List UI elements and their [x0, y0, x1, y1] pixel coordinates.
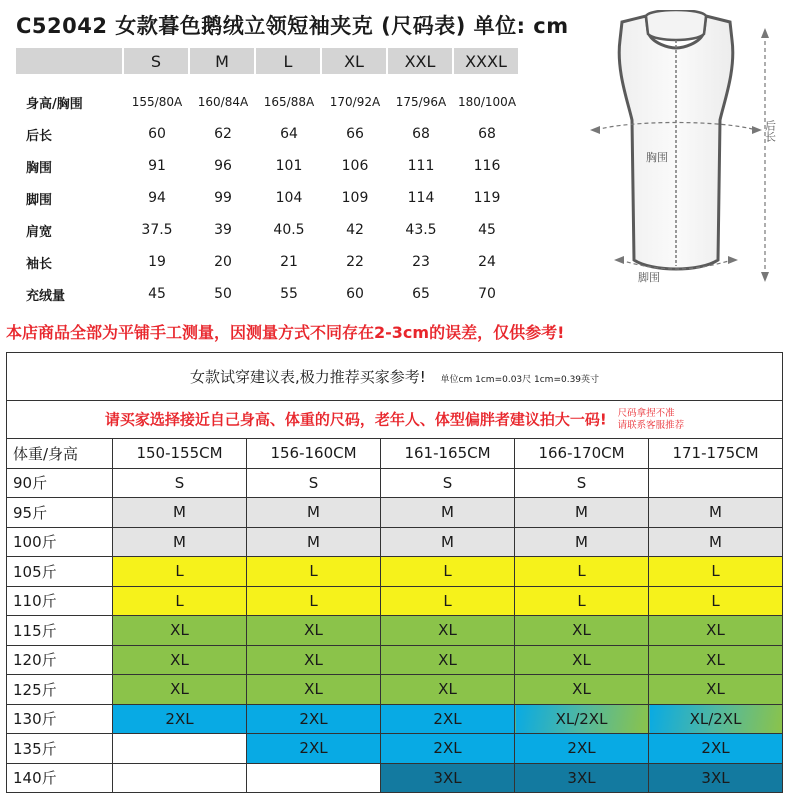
back-length-arrow-bottom: [761, 272, 769, 282]
size-value: 114: [407, 190, 435, 206]
size-header-cell: XXXL: [454, 48, 520, 74]
hem-arrow-left: [614, 256, 624, 264]
recommended-size-cell: 2XL: [649, 734, 783, 764]
size-value: 96: [214, 158, 232, 174]
size-value: 94: [148, 190, 166, 206]
recommended-size-cell: 2XL: [247, 704, 381, 734]
recommended-size-cell: 3XL: [515, 763, 649, 793]
recommended-size-cell: L: [113, 557, 247, 587]
size-chart-row: [16, 86, 520, 118]
size-value: 101: [275, 158, 303, 174]
weight-row: [7, 704, 783, 734]
size-value: 55: [280, 286, 298, 302]
size-value: 62: [214, 126, 232, 142]
size-value: 68: [412, 126, 430, 142]
recommended-size-cell: [113, 763, 247, 793]
recommended-size-cell: L: [113, 586, 247, 616]
recommended-size-cell: S: [247, 468, 381, 498]
recommended-size-cell: M: [247, 498, 381, 528]
size-chart-row: [16, 214, 520, 246]
chest-arrow-left: [590, 126, 600, 134]
rec-subtitle: 请买家选择接近自己身高、体重的尺码，老年人、体型偏胖者建议拍大一码!: [104, 410, 607, 428]
size-value: 70: [478, 286, 496, 302]
weight-row: [7, 586, 783, 616]
size-value: 40.5: [273, 222, 305, 238]
back-length-label: 后长: [763, 120, 777, 142]
weight-row: [7, 557, 783, 587]
size-chart-row: [16, 118, 520, 150]
rec-side-note: [618, 408, 685, 432]
height-range-header: 150-155CM: [113, 439, 247, 469]
recommended-size-cell: M: [515, 527, 649, 557]
recommended-size-cell: XL: [247, 675, 381, 705]
hem-arrow-right: [728, 256, 738, 264]
recommended-size-cell: L: [381, 586, 515, 616]
page-title: C52042 女款暮色鹅绒立领短袖夹克 (尺码表) 单位: cm: [16, 14, 569, 38]
weight-row: [7, 763, 783, 793]
recommended-size-cell: 3XL: [381, 763, 515, 793]
recommended-size-cell: XL/2XL: [515, 704, 649, 734]
recommended-size-cell: 2XL: [381, 734, 515, 764]
recommended-size-cell: XL: [113, 616, 247, 646]
size-chart-row: [16, 278, 520, 310]
weight-label: 125斤: [7, 675, 113, 705]
size-row-label: 充绒量: [26, 288, 66, 304]
recommended-size-cell: XL: [381, 675, 515, 705]
size-value: 91: [148, 158, 166, 174]
size-header-row: [16, 48, 520, 74]
recommended-size-cell: L: [649, 557, 783, 587]
size-value: 64: [280, 126, 298, 142]
size-value: 50: [214, 286, 232, 302]
size-value: 116: [473, 158, 501, 174]
chest-arrow-right: [752, 126, 762, 134]
recommended-size-cell: L: [247, 557, 381, 587]
size-value: 43.5: [405, 222, 437, 238]
size-value: 23: [412, 254, 430, 270]
size-chart-row: [16, 246, 520, 278]
height-range-header: 161-165CM: [381, 439, 515, 469]
weight-label: 90斤: [7, 468, 113, 498]
chest-label: 胸围: [646, 151, 668, 164]
recommended-size-cell: L: [515, 586, 649, 616]
size-value: 42: [346, 222, 364, 238]
size-row-label: 胸围: [26, 160, 53, 176]
measurement-note: 本店商品全部为平铺手工测量，因测量方式不同存在2-3cm的误差，仅供参考!: [6, 323, 565, 342]
height-range-header: 166-170CM: [515, 439, 649, 469]
weight-row: [7, 734, 783, 764]
weight-row: [7, 498, 783, 528]
recommended-size-cell: 3XL: [649, 763, 783, 793]
size-row-label: 身高/胸围: [26, 96, 83, 112]
size-chart: [16, 48, 520, 310]
fit-recommendation-table: [6, 352, 783, 793]
recommended-size-cell: XL/2XL: [649, 704, 783, 734]
size-value: 21: [280, 254, 298, 270]
weight-label: 105斤: [7, 557, 113, 587]
size-row-label: 脚围: [26, 192, 53, 208]
size-row-label: 肩宽: [26, 224, 53, 240]
rec-title-row: [7, 353, 783, 401]
recommended-size-cell: XL: [515, 616, 649, 646]
recommended-size-cell: L: [649, 586, 783, 616]
recommended-size-cell: M: [515, 498, 649, 528]
weight-row: [7, 616, 783, 646]
recommended-size-cell: [247, 763, 381, 793]
size-chart-row: [16, 150, 520, 182]
collar-shape: [646, 10, 706, 40]
weight-label: 120斤: [7, 645, 113, 675]
size-header-cell: XL: [322, 48, 388, 74]
back-length-arrow-top: [761, 28, 769, 38]
size-value: 39: [214, 222, 232, 238]
size-value: 45: [478, 222, 496, 238]
weight-label: 115斤: [7, 616, 113, 646]
recommended-size-cell: 2XL: [113, 704, 247, 734]
size-value: 60: [148, 126, 166, 142]
size-value: 60: [346, 286, 364, 302]
size-value: 37.5: [141, 222, 173, 238]
recommended-size-cell: XL: [113, 675, 247, 705]
size-value: 119: [473, 190, 501, 206]
size-header-cell: XXL: [388, 48, 454, 74]
size-value: 165/88A: [263, 95, 315, 109]
recommended-size-cell: 2XL: [381, 704, 515, 734]
size-value: 65: [412, 286, 430, 302]
height-range-header: 171-175CM: [649, 439, 783, 469]
side-note-line-1: 尺码拿捏不准: [617, 407, 675, 419]
size-header-cell: M: [190, 48, 256, 74]
weight-label: 110斤: [7, 586, 113, 616]
recommended-size-cell: XL: [649, 616, 783, 646]
recommended-size-cell: 2XL: [247, 734, 381, 764]
side-note-line-2: 请联系客服推荐: [617, 419, 685, 431]
recommended-size-cell: M: [381, 498, 515, 528]
rec-header-label: 体重/身高: [7, 439, 113, 469]
size-value: 170/92A: [329, 95, 381, 109]
recommended-size-cell: M: [649, 527, 783, 557]
size-value: 109: [341, 190, 369, 206]
size-value: 104: [275, 190, 303, 206]
size-header-corner: [16, 48, 124, 74]
recommended-size-cell: M: [381, 527, 515, 557]
size-value: 68: [478, 126, 496, 142]
size-value: 22: [346, 254, 364, 270]
size-header-cell: S: [124, 48, 190, 74]
recommended-size-cell: XL: [515, 645, 649, 675]
size-value: 45: [148, 286, 166, 302]
recommended-size-cell: L: [381, 557, 515, 587]
size-value: 111: [407, 158, 435, 174]
size-value: 106: [341, 158, 369, 174]
weight-row: [7, 645, 783, 675]
recommended-size-cell: M: [247, 527, 381, 557]
size-value: 20: [214, 254, 232, 270]
recommended-size-cell: XL: [649, 645, 783, 675]
size-value: 175/96A: [395, 95, 447, 109]
recommended-size-cell: XL: [247, 645, 381, 675]
recommended-size-cell: [113, 734, 247, 764]
size-value: 66: [346, 126, 364, 142]
recommended-size-cell: L: [247, 586, 381, 616]
rec-title-cell: [7, 353, 783, 401]
weight-label: 140斤: [7, 763, 113, 793]
recommended-size-cell: XL: [247, 616, 381, 646]
recommended-size-cell: S: [515, 468, 649, 498]
weight-row: [7, 468, 783, 498]
size-value: 180/100A: [457, 95, 517, 109]
size-row-label: 袖长: [26, 256, 53, 272]
rec-subtitle-row: [7, 401, 783, 439]
size-chart-row: [16, 182, 520, 214]
recommended-size-cell: S: [113, 468, 247, 498]
size-value: 19: [148, 254, 166, 270]
size-row-label: 后长: [26, 128, 53, 144]
recommended-size-cell: L: [515, 557, 649, 587]
recommended-size-cell: XL: [113, 645, 247, 675]
size-value: 155/80A: [131, 95, 183, 109]
vest-diagram: [560, 10, 785, 295]
weight-label: 135斤: [7, 734, 113, 764]
rec-title: 女款试穿建议表,极力推荐买家参考!: [189, 368, 426, 386]
size-value: 99: [214, 190, 232, 206]
size-header-cell: L: [256, 48, 322, 74]
height-range-header: 156-160CM: [247, 439, 381, 469]
recommended-size-cell: XL: [381, 645, 515, 675]
size-value: 24: [478, 254, 496, 270]
recommended-size-cell: 2XL: [515, 734, 649, 764]
rec-header-row: [7, 439, 783, 469]
weight-row: [7, 675, 783, 705]
unit-note: 单位cm 1cm=0.03尺 1cm=0.39英寸: [440, 375, 600, 385]
weight-label: 95斤: [7, 498, 113, 528]
recommended-size-cell: S: [381, 468, 515, 498]
recommended-size-cell: M: [649, 498, 783, 528]
recommended-size-cell: XL: [649, 675, 783, 705]
recommended-size-cell: M: [113, 498, 247, 528]
recommended-size-cell: XL: [515, 675, 649, 705]
rec-subtitle-cell: [7, 401, 783, 439]
size-value: 160/84A: [197, 95, 249, 109]
weight-label: 130斤: [7, 704, 113, 734]
recommended-size-cell: M: [113, 527, 247, 557]
recommended-size-cell: [649, 468, 783, 498]
weight-row: [7, 527, 783, 557]
recommended-size-cell: XL: [381, 616, 515, 646]
hem-label: 脚围: [638, 271, 660, 284]
weight-label: 100斤: [7, 527, 113, 557]
